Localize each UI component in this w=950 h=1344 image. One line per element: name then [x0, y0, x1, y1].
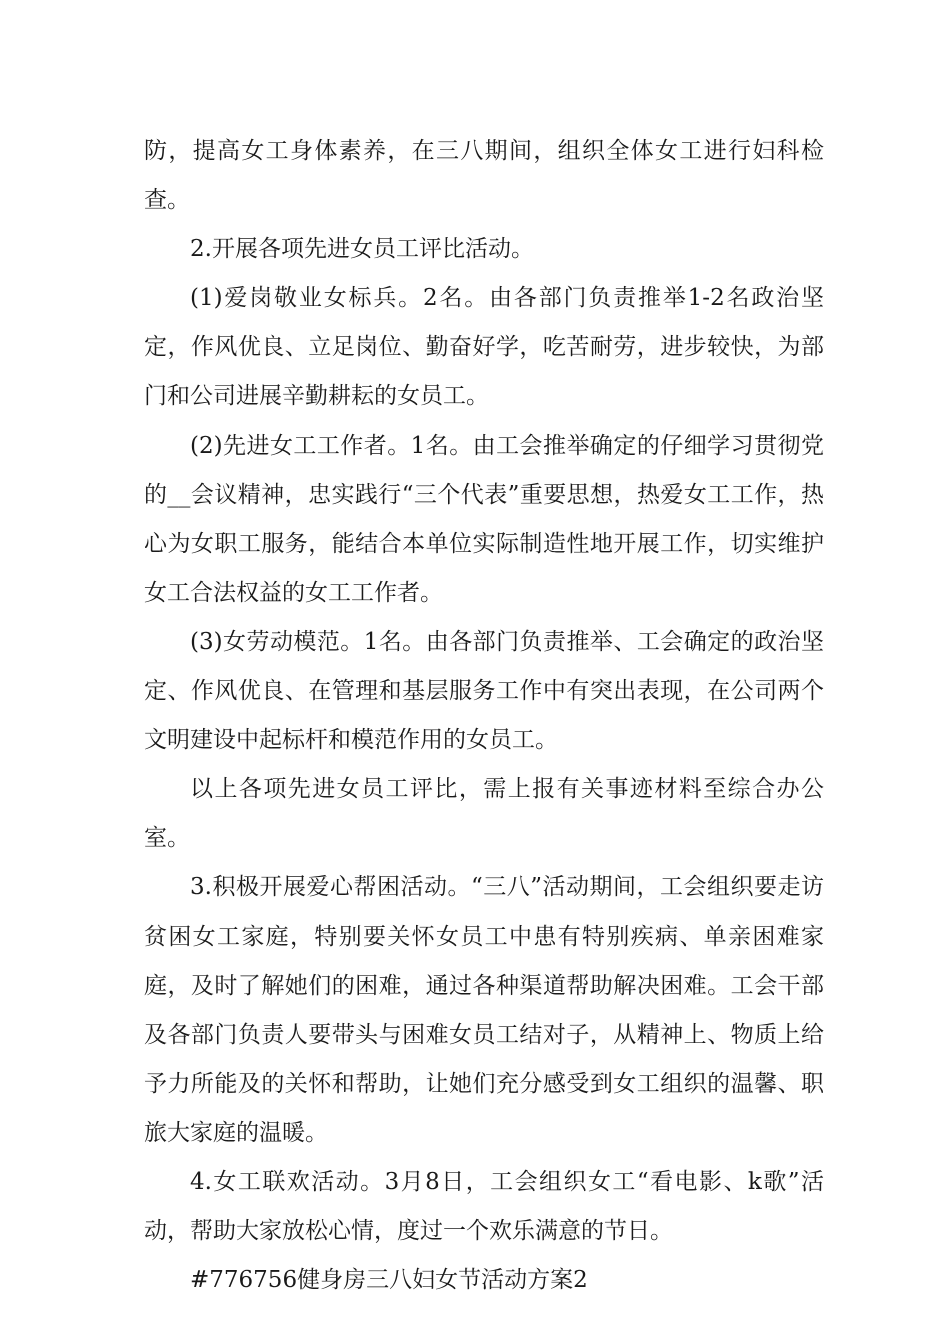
- section-title: #776756健身房三八妇女节活动方案2: [190, 1267, 588, 1294]
- paragraph-item-3: 3.积极开展爱心帮困活动。“三八”活动期间，工会组织要走访贫困女工家庭，特别要关怀女员工中患有特别疾病、单亲困难家庭，及时了解她们的困难，通过各种渠道帮助解决困难。工会干部及各部门负责人要带头与困难女员工结对子，从精神上、物质上给予力所能及的关怀和帮助，让她们充分感受到女工组织的温馨、职旅大家庭的温暖。: [144, 874, 824, 1146]
- document-body: [144, 127, 824, 1305]
- paragraph-item-2-1: (1)爱岗敬业女标兵。2名。由各部门负责推举1-2名政治坚定，作风优良、立足岗位、勤奋好学，吃苦耐劳，进步较快，为部门和公司进展辛勤耕耘的女员工。: [144, 285, 824, 410]
- paragraph-continuation: 防，提高女工身体素养，在三八期间，组织全体女工进行妇科检查。: [144, 138, 824, 214]
- paragraph-item-2-3: (3)女劳动模范。1名。由各部门负责推举、工会确定的政治坚定、作风优良、在管理和基层服务工作中有突出表现，在公司两个文明建设中起标杆和模范作用的女员工。: [144, 628, 824, 754]
- paragraph-item-2-heading: 2.开展各项先进女员工评比活动。: [190, 236, 534, 263]
- paragraph-item-2-2: (2)先进女工工作者。1名。由工会推举确定的仔细学习贯彻党的__会议精神，忠实践行“三个代表”重要思想，热爱女工工作，热心为女职工服务，能结合本单位实际制造性地开展工作，切实维护女工合法权益的女工工作者。: [144, 432, 824, 606]
- paragraph-item-2-note: 以上各项先进女员工评比，需上报有关事迹材料至综合办公室。: [144, 776, 824, 852]
- paragraph-item-4: 4.女工联欢活动。3月8日，工会组织女工“看电影、k歌”活动，帮助大家放松心情，度过一个欢乐满意的节日。: [144, 1168, 824, 1245]
